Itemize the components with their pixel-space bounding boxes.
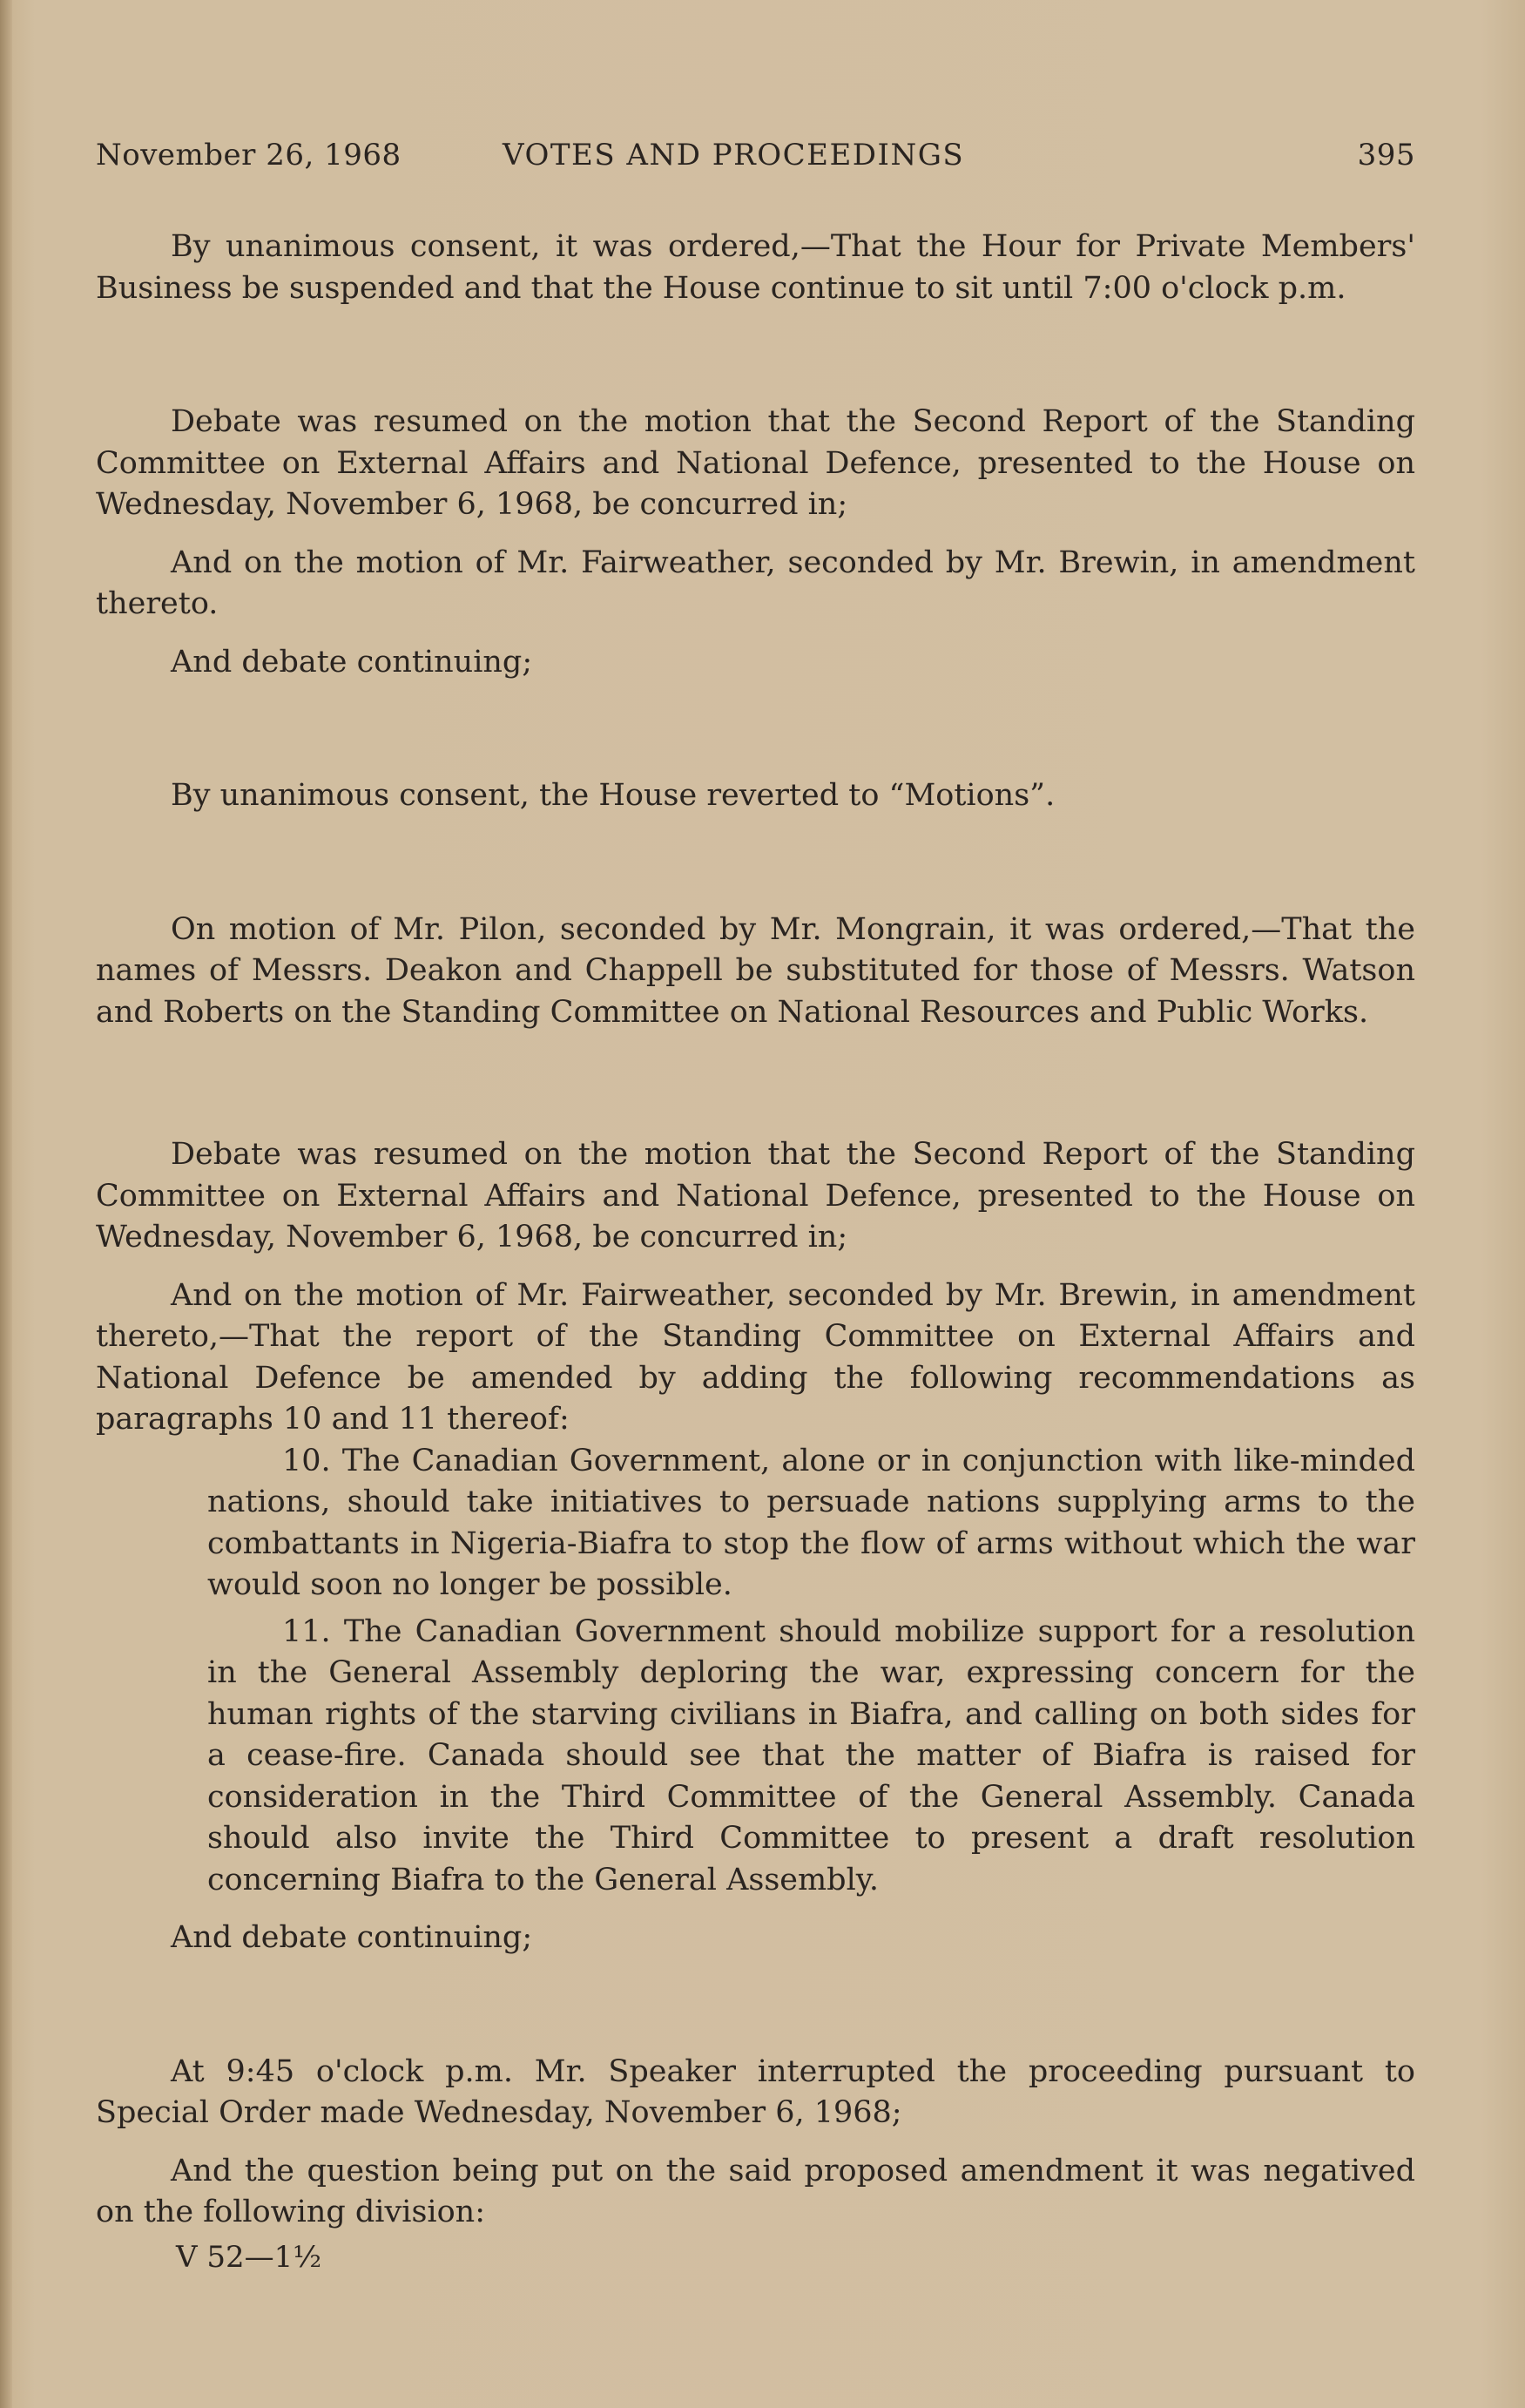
recommendation-11: 11. The Canadian Government should mobilize support for a resolution in the General Assembly deploring the war, expressing concern for the human rights of the starving civilians in Biafra, and calling on both sides for a cease-fire. Canada should see that the matter of Biafra is raised for consideration in the Third Committee of the General Assembly. Canada should also invite the Third Committee to present a draft resolution concerning Biafra to the General Assembly. bbox=[207, 1613, 1415, 1897]
document-body bbox=[96, 227, 1415, 2278]
paragraph-amendment-text: And on the motion of Mr. Fairweather, seconded by Mr. Brewin, in amendment thereto,—That the report of the Standing Committee on External Affairs and National Defence be amended by adding the following recommendations as paragraphs 10 and 11 thereof: bbox=[96, 1277, 1415, 1437]
paragraph-question-put: And the question being put on the said proposed amendment it was negatived on the following division: bbox=[96, 2153, 1415, 2229]
paragraph-debate-resumed-2: Debate was resumed on the motion that the Second Report of the Standing Committee on External Affairs and National Defence, presented to the House on Wednesday, November 6, 1968, be concurred in; bbox=[96, 1137, 1415, 1255]
paragraph-speaker-interrupted: At 9:45 o'clock p.m. Mr. Speaker interrupted the proceeding pursuant to Special Order made Wednesday, November 6, 1968; bbox=[96, 2053, 1415, 2130]
paragraph-committee-substitution: On motion of Mr. Pilon, seconded by Mr. Mongrain, it was ordered,—That the names of Messrs. Deakon and Chappell be substituted for those of Messrs. Watson and Roberts on the Standing Committee on National Resources and Public Works. bbox=[96, 911, 1415, 1030]
recommendation-10: 10. The Canadian Government, alone or in conjunction with like-minded nations, should take initiatives to persuade nations supplying arms to the combattants in Nigeria-Biafra to stop the flow of arms without which the war would soon no longer be possible. bbox=[207, 1443, 1415, 1602]
header-date: November 26, 1968 bbox=[96, 138, 401, 172]
page-edge bbox=[0, 0, 12, 2408]
paragraph-debate-resumed: Debate was resumed on the motion that the Second Report of the Standing Committee on External Affairs and National Defence, presented to the House on Wednesday, November 6, 1968, be concurred in; bbox=[96, 404, 1415, 522]
header-title: VOTES AND PROCEEDINGS bbox=[503, 138, 965, 172]
page-number: 395 bbox=[1357, 138, 1415, 172]
signature-mark: V 52—1½ bbox=[176, 2239, 322, 2275]
paragraph-amendment-motion: And on the motion of Mr. Fairweather, seconded by Mr. Brewin, in amendment thereto. bbox=[96, 545, 1415, 621]
paragraph-private-members-hour: By unanimous consent, it was ordered,—That the Hour for Private Members' Business be suspended and that the House continue to sit until 7:00 o'clock p.m. bbox=[96, 229, 1415, 306]
paragraph-reverted-motions: By unanimous consent, the House reverted to “Motions”. bbox=[171, 778, 1056, 813]
paragraph-debate-continuing: And debate continuing; bbox=[171, 644, 533, 680]
paragraph-debate-continuing-2: And debate continuing; bbox=[171, 1920, 533, 1955]
amendment-recommendations bbox=[207, 1441, 1415, 1902]
page-header bbox=[96, 138, 1415, 176]
